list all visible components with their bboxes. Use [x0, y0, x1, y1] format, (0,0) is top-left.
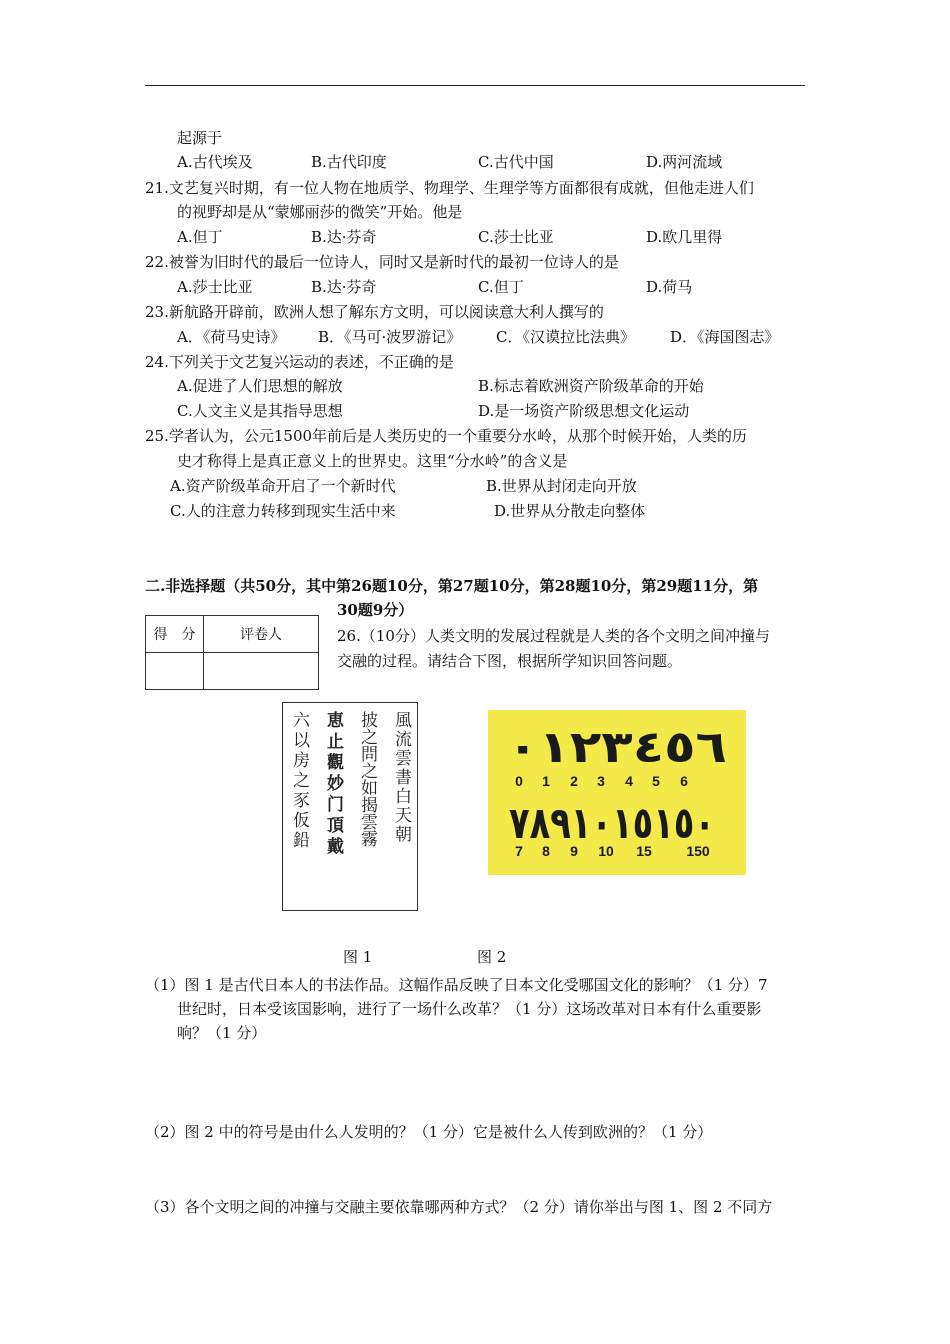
figure-1-calligraphy — [282, 702, 418, 911]
grader-cell[interactable] — [204, 653, 319, 690]
q26-stem-line2: 交融的过程。请结合下图，根据所学知识回答问题。 — [337, 652, 683, 670]
q20-option-d: D.两河流域 — [646, 153, 723, 171]
q24-option-c: C.人文主义是其指导思想 — [177, 402, 343, 420]
q24-option-b: B.标志着欧洲资产阶级革命的开始 — [478, 377, 704, 395]
latin-digit-row2: 15 — [636, 843, 652, 859]
q20-stem-continued: 起源于 — [177, 129, 223, 147]
q24-option-a: A.促进了人们思想的解放 — [177, 377, 343, 395]
q20-option-a: A.古代埃及 — [177, 153, 253, 171]
section2-title-line1: 二.非选择题（共50分，其中第26题10分，第27题10分，第28题10分，第29题11分，第 — [145, 577, 759, 595]
calligraphy-image — [283, 703, 417, 910]
header-rule — [145, 85, 805, 86]
q23-stem: 23.新航路开辟前，欧洲人想了解东方文明，可以阅读意大利人撰写的 — [145, 303, 604, 321]
score-table — [145, 615, 319, 690]
calligraphy-col-2: 披之問之如揭雲霧 — [357, 711, 377, 847]
q23-option-c: C．《汉谟拉比法典》 — [496, 328, 635, 346]
q21-option-b: B.达·芬奇 — [311, 228, 377, 246]
latin-digit-row1: 3 — [597, 773, 605, 789]
score-header: 得 分 — [146, 616, 204, 653]
q21-option-a: A.但丁 — [177, 228, 223, 246]
calligraphy-col-4: 六以房之豕仮鉛 — [289, 711, 309, 851]
calligraphy-col-1: 風流雲書白天朝 — [391, 711, 411, 844]
latin-digit-row2: 9 — [570, 843, 578, 859]
latin-digit-row2: 150 — [686, 843, 710, 859]
q21-option-c: C.莎士比亚 — [478, 228, 554, 246]
q24-option-d: D.是一场资产阶级思想文化运动 — [478, 402, 690, 420]
numerals-image — [488, 710, 746, 875]
latin-digit-row2: 7 — [515, 843, 523, 859]
q25-stem-line2: 史才称得上是真正意义上的世界史。这里“分水岭”的含义是 — [177, 452, 568, 470]
latin-digit-row2: 8 — [542, 843, 550, 859]
figure-2-caption: 图 2 — [477, 948, 507, 966]
latin-digit-row2: 10 — [598, 843, 614, 859]
arabic-numerals-row2: ٧٨٩١٠١٥١٥٠ — [509, 798, 715, 849]
q21-stem-line2: 的视野却是从“蒙娜丽莎的微笑”开始。他是 — [177, 203, 463, 221]
section2-title-line2: 30题9分） — [337, 601, 414, 619]
latin-digit-row1: 1 — [542, 773, 550, 789]
grader-header: 评卷人 — [204, 616, 319, 653]
q22-option-b: B.达·芬奇 — [311, 278, 377, 296]
latin-digit-row1: 6 — [680, 773, 688, 789]
q25-option-d: D.世界从分散走向整体 — [494, 502, 646, 520]
score-cell[interactable] — [146, 653, 204, 690]
q20-option-c: C.古代中国 — [478, 153, 554, 171]
figure-2-arabic-numerals — [488, 710, 746, 875]
q25-option-a: A.资产阶级革命开启了一个新时代 — [170, 477, 396, 495]
q26-sub1-line2: 世纪时，日本受该国影响，进行了一场什么改革？（1 分）这场改革对日本有什么重要影 — [177, 1000, 762, 1018]
latin-digit-row1: 4 — [625, 773, 633, 789]
q24-stem: 24.下列关于文艺复兴运动的表述，不正确的是 — [145, 353, 454, 371]
q26-sub1-line1: （1）图 1 是古代日本人的书法作品。这幅作品反映了日本文化受哪国文化的影响？（1 分）7 — [145, 976, 768, 994]
figure-1-caption: 图 1 — [343, 948, 373, 966]
q25-option-b: B.世界从封闭走向开放 — [486, 477, 637, 495]
q21-option-d: D.欧几里得 — [646, 228, 723, 246]
q25-option-c: C.人的注意力转移到现实生活中来 — [170, 502, 396, 520]
q26-sub2: （2）图 2 中的符号是由什么人发明的？（1 分）它是被什么人传到欧洲的？（1 分） — [145, 1123, 713, 1141]
q23-option-a: A．《荷马史诗》 — [177, 328, 286, 346]
q22-option-d: D.荷马 — [646, 278, 693, 296]
latin-digit-row1: 0 — [515, 773, 523, 789]
latin-digit-row1: 2 — [570, 773, 578, 789]
q22-option-a: A.莎士比亚 — [177, 278, 253, 296]
q25-stem-line1: 25.学者认为，公元1500年前后是人类历史的一个重要分水岭，从那个时候开始，人类的历 — [145, 427, 748, 445]
q23-option-b: B．《马可·波罗游记》 — [318, 328, 462, 346]
q20-option-b: B.古代印度 — [311, 153, 387, 171]
q23-option-d: D．《海国图志》 — [670, 328, 780, 346]
q26-stem-line1: 26.（10分）人类文明的发展过程就是人类的各个文明之间冲撞与 — [337, 627, 770, 645]
q26-sub1-line3: 响？（1 分） — [177, 1024, 267, 1042]
latin-digit-row1: 5 — [652, 773, 660, 789]
q26-sub3: （3）各个文明之间的冲撞与交融主要依靠哪两种方式？（2 分）请你举出与图 1、图 2 不同方 — [145, 1198, 773, 1216]
q22-stem: 22.被誉为旧时代的最后一位诗人，同时又是新时代的最初一位诗人的是 — [145, 253, 619, 271]
q21-stem-line1: 21.文艺复兴时期，有一位人物在地质学、物理学、生理学等方面都很有成就，但他走进人们 — [145, 179, 754, 197]
q22-option-c: C.但丁 — [478, 278, 524, 296]
arabic-numerals-row1: ٠١٢٣٤٥٦ — [507, 722, 727, 773]
calligraphy-col-3: 恵止觀妙门頂戴 — [323, 711, 343, 858]
